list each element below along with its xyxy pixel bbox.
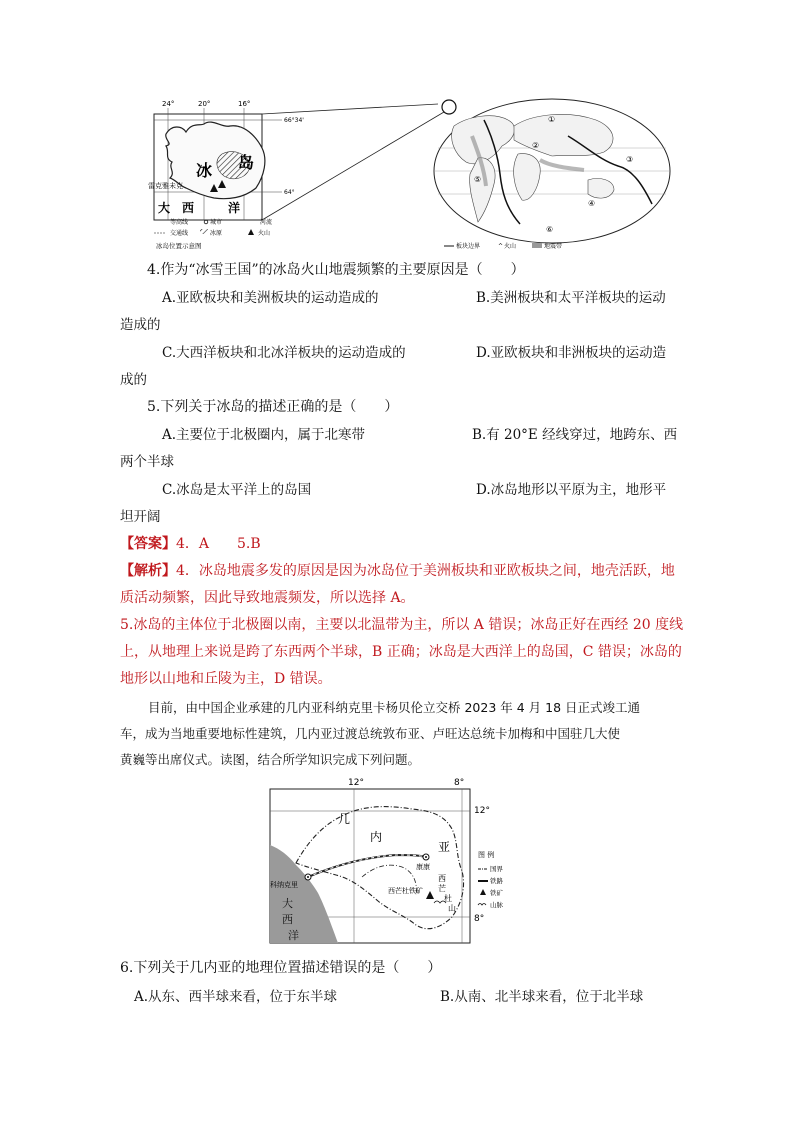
world-legend-boundary: 板块边界 xyxy=(456,243,481,250)
legend-border: 国界 xyxy=(490,865,503,873)
mountain-char-3: 杜 xyxy=(444,894,452,903)
legend-river: 河流 xyxy=(260,219,273,226)
ocean-char-2: 西 xyxy=(282,913,293,926)
country-char-1: 几 xyxy=(338,812,351,826)
lon-label-12: 12° xyxy=(348,778,364,788)
analysis-label: 【解析】 xyxy=(120,563,176,579)
plate-number-1: ① xyxy=(548,115,556,124)
legend-city: 城市 xyxy=(210,219,223,226)
q5-option-b-line1: B.有 20°E 经线穿过，地跨东、西 xyxy=(472,427,678,443)
answer-label: 【答案】 xyxy=(120,536,176,552)
analysis-line-4: 上，从地理上来说是跨了东西两个半球，B 正确；冰岛是大西洋上的岛国，C 错误；冰岛的 xyxy=(120,644,682,660)
map-legend-title: 图 例 xyxy=(478,851,495,859)
country-char-2: 内 xyxy=(370,830,383,844)
passage-line-1: 目前，由中国企业承建的几内亚科纳克里卡杨贝伦立交桥 2023 年 4 月 18 日正式竣工通 xyxy=(148,700,641,715)
legend-railway: 铁路 xyxy=(490,877,503,885)
analysis-line-5: 地形以山地和丘陵为主，D 错误。 xyxy=(120,671,332,687)
q5-option-a: A.主要位于北极圈内，属于北寒带 xyxy=(162,427,366,443)
analysis-line-1 xyxy=(120,561,675,581)
lat-label-12: 12° xyxy=(474,806,490,816)
passage-line-2: 车，成为当地重要地标性建筑，几内亚过渡总统敦布亚、卢旺达总统卡加梅和中国驻几大使 xyxy=(120,726,621,741)
q4-option-d-line1: D.亚欧板块和非洲板块的运动造 xyxy=(476,345,667,361)
ocean-char-1: 大 xyxy=(158,201,171,215)
q6-option-b: B.从南、北半球来看，位于北半球 xyxy=(440,989,644,1005)
city-conakry: 科纳克里 xyxy=(270,881,298,889)
lat-label-64: 64° xyxy=(284,189,295,196)
passage-line-3: 黄巍等出席仪式。读图，结合所学知识完成下列问题。 xyxy=(120,752,421,767)
q5-option-c: C.冰岛是太平洋上的岛国 xyxy=(162,482,312,498)
legend-volcano: 火山 xyxy=(258,230,271,237)
city-label-reykjavik: 雷克雅未克 xyxy=(148,182,183,190)
iceland-char-2: 岛 xyxy=(238,153,255,172)
plate-number-4: ④ xyxy=(588,199,596,208)
plate-number-6: ⑥ xyxy=(546,225,554,234)
q4-option-a: A.亚欧板块和美洲板块的运动造成的 xyxy=(162,290,379,306)
iron-mine-label: 西芒杜铁矿 xyxy=(388,887,423,895)
q6-option-a: A.从东、西半球来看，位于东半球 xyxy=(134,989,338,1005)
legend-transport: 交通线 xyxy=(170,230,189,237)
question-4-stem: 4.作为“冰雪王国”的冰岛火山地震频繁的主要原因是（ ） xyxy=(147,262,525,278)
world-legend-volcano: 火山 xyxy=(504,243,517,250)
analysis-text-1: 4．冰岛地震多发的原因是因为冰岛位于美洲板块和亚欧板块之间，地壳活跃，地 xyxy=(176,563,675,579)
q4-option-b-line2: 造成的 xyxy=(120,317,161,333)
lon-label-24: 24° xyxy=(162,100,175,108)
ocean-char-1: 大 xyxy=(282,897,293,910)
legend-iron: 铁矿 xyxy=(490,889,503,897)
lon-label-8: 8° xyxy=(454,778,465,788)
ocean-char-3: 洋 xyxy=(228,201,241,215)
world-legend-quake: 地震带 xyxy=(544,243,563,250)
q5-option-d-line2: 坦开阔 xyxy=(120,509,161,525)
guinea-map xyxy=(266,775,506,947)
question-5-stem: 5.下列关于冰岛的描述正确的是（ ） xyxy=(147,399,399,415)
iceland-char-1: 冰 xyxy=(196,161,213,180)
iceland-figure xyxy=(148,96,678,256)
q4-option-c: C.大西洋板块和北冰洋板块的运动造成的 xyxy=(162,345,406,361)
lon-label-16: 16° xyxy=(238,100,251,108)
country-char-3: 亚 xyxy=(438,840,451,854)
legend-mountain: 山脉 xyxy=(490,901,503,909)
analysis-line-2: 质活动频繁，因此导致地震频发，所以选择 A。 xyxy=(120,590,415,606)
plate-number-3: ③ xyxy=(626,155,634,164)
mountain-char-4: 山 xyxy=(448,904,456,913)
answer-text: 4．A 5.B xyxy=(176,536,261,552)
plate-number-5: ⑤ xyxy=(474,175,482,184)
q5-option-d-line1: D.冰岛地形以平原为主，地形平 xyxy=(476,482,667,498)
ocean-char-3: 洋 xyxy=(288,929,299,942)
ocean-char-2: 西 xyxy=(182,201,195,215)
lat-label-8: 8° xyxy=(474,914,485,924)
lon-label-20: 20° xyxy=(198,100,211,108)
city-kankan: 康康 xyxy=(416,863,430,871)
mountain-char-1: 西 xyxy=(438,874,446,883)
svg-text:^: ^ xyxy=(498,243,504,250)
lat-label-66: 66°34' xyxy=(284,117,304,124)
analysis-line-3: 5.冰岛的主体位于北极圈以南，主要以北温带为主，所以 A 错误；冰岛正好在西经 20 度线 xyxy=(120,617,684,633)
q4-option-d-line2: 成的 xyxy=(120,372,147,388)
mountain-char-2: 芒 xyxy=(438,884,446,893)
figure1-caption: 冰岛位置示意图 xyxy=(156,242,202,250)
answer-block xyxy=(120,534,261,554)
legend-contour: 等高线 xyxy=(170,219,189,226)
q5-option-b-line2: 两个半球 xyxy=(120,454,174,470)
plate-number-2: ② xyxy=(532,141,540,150)
question-6-stem: 6.下列关于几内亚的地理位置描述错误的是（ ） xyxy=(120,960,442,976)
legend-icefield: 冰原 xyxy=(210,230,223,237)
q4-option-b-line1: B.美洲板块和太平洋板块的运动 xyxy=(476,290,666,306)
